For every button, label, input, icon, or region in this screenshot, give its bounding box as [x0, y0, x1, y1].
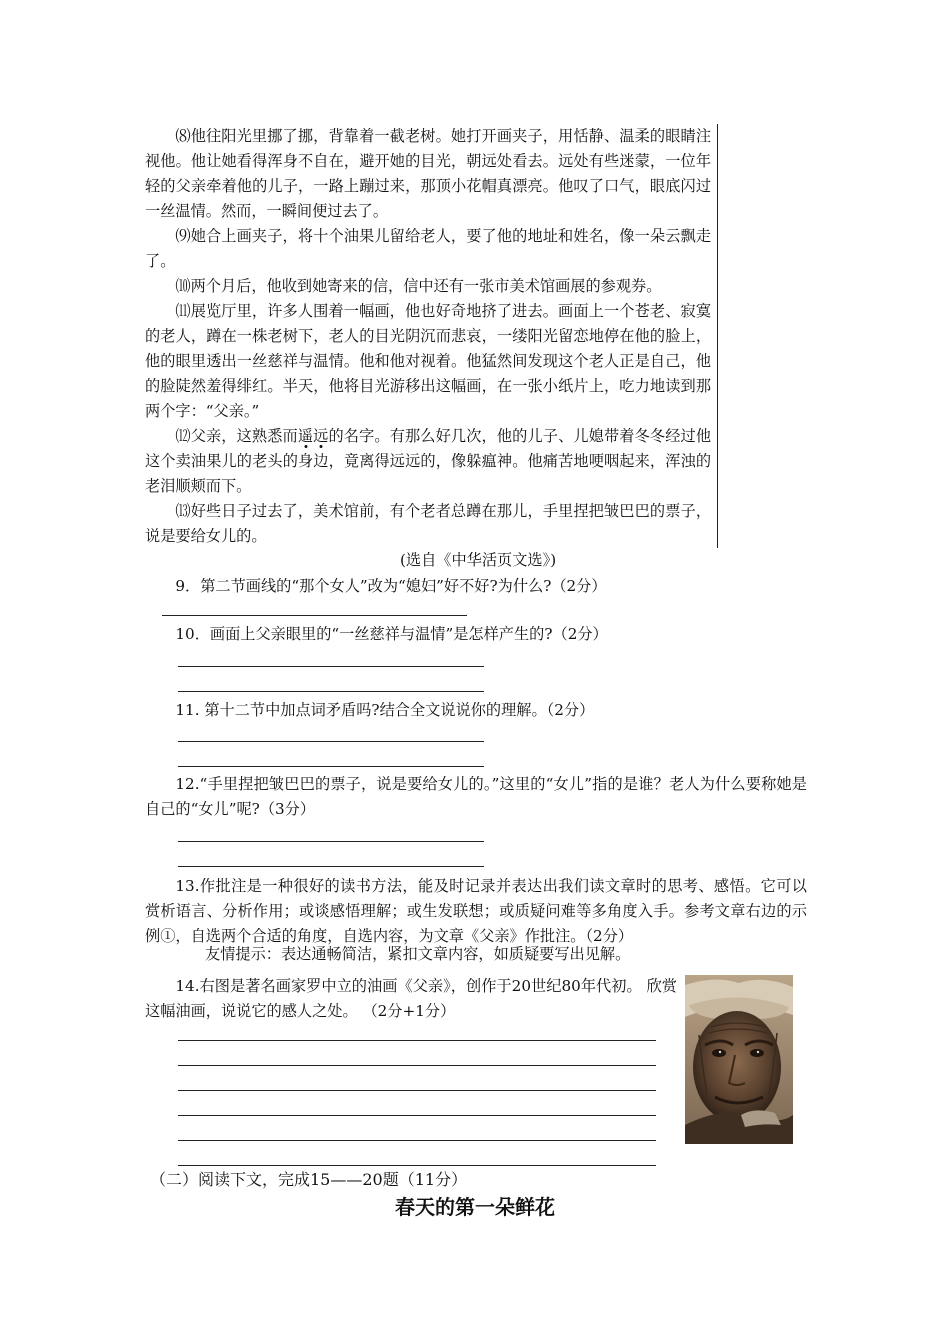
question-11: 11. 第十二节中加点词矛盾吗?结合全文说说你的理解。（2分） [175, 701, 595, 719]
answer-line-12a[interactable] [178, 841, 484, 842]
question-14: 14.右图是著名画家罗中立的油画《父亲》，创作于20世纪80年代初。 欣赏这幅油画，说说它的感人之处。 （2分+1分） [145, 977, 677, 1020]
paragraph-12 [145, 424, 711, 499]
paragraph-13: ⒀好些日子过去了，美术馆前，有个老者总蹲在那儿，手里捏把皱巴巴的票子，说是要给女儿的。 [145, 502, 711, 545]
answer-line-14a[interactable] [178, 1040, 656, 1041]
source-citation: (选自《中华活页文选》) [400, 551, 557, 569]
answer-line-9[interactable] [162, 615, 467, 616]
dotted-word-1: 遥 [297, 427, 314, 445]
paragraph-11: ⑾展览厅里，许多人围着一幅画，他也好奇地挤了进去。画面上一个苍老、寂寞的老人，蹲在一株老树下，老人的目光阴沉而悲哀，一缕阳光留恋地停在他的脸上，他的眼里透出一丝慈祥与温情。他和他对视着。他猛然间发现这个老人正是自己，他的脸陡然羞得绯红。半天，他将目光游移出这幅画，在一张小纸片上，吃力地读到那两个字：“父亲。” [145, 302, 711, 420]
question-12: 12.“手里捏把皱巴巴的票子，说是要给女儿的。”这里的“女儿”指的是谁？老人为什么要称她是自己的“女儿”呢?（3分） [145, 775, 807, 818]
article-title: 春天的第一朵鲜花 [395, 1195, 555, 1219]
dotted-word-2: 远 [313, 427, 329, 445]
answer-line-14d[interactable] [178, 1115, 656, 1116]
answer-line-11a[interactable] [178, 741, 484, 742]
paragraph-10: ⑽两个月后，他收到她寄来的信，信中还有一张市美术馆画展的参观券。 [175, 277, 662, 295]
question-9: 9．第二节画线的“那个女人”改为“媳妇”好不好?为什么?（2分） [175, 577, 607, 595]
answer-line-10a[interactable] [178, 666, 484, 667]
portrait-painting-icon [685, 975, 793, 1144]
answer-line-14e[interactable] [178, 1140, 656, 1141]
answer-line-14f[interactable] [178, 1165, 656, 1166]
question-10: 10．画面上父亲眼里的“一丝慈祥与温情”是怎样产生的?（2分） [175, 625, 608, 643]
question-13-hint: 友情提示：表达通畅简洁，紧扣文章内容，如质疑要写出见解。 [205, 945, 631, 963]
paragraph-8: ⑻他往阳光里挪了挪，背靠着一截老树。她打开画夹子，用恬静、温柔的眼睛注视他。他让她看得浑身不自在，避开她的目光，朝远处看去。远处有些迷蒙，一位年轻的父亲牵着他的儿子，一路上蹦过来，那顶小花帽真漂亮。他叹了口气，眼底闪过一丝温情。然而，一瞬间便过去了。 [145, 127, 711, 220]
answer-line-11b[interactable] [178, 766, 484, 767]
answer-line-14b[interactable] [178, 1065, 656, 1066]
question-13: 13.作批注是一种很好的读书方法，能及时记录并表达出我们读文章时的思考、感悟。它可以赏析语言、分析作用；或谈感悟理解；或生发联想；或质疑问难等多角度入手。参考文章右边的示例①，自选两个合适的角度，自选内容，为文章《父亲》作批注。（2分） [145, 877, 807, 945]
paragraph-12-start: ⑿父亲，这熟悉而 [175, 427, 298, 445]
answer-line-14c[interactable] [178, 1090, 656, 1091]
paragraph-9: ⑼她合上画夹子，将十个油果儿留给老人，要了他的地址和姓名，像一朵云飘走了。 [145, 227, 711, 270]
annotation-margin-line [717, 124, 718, 548]
answer-line-12b[interactable] [178, 866, 484, 867]
section-2-heading: （二）阅读下文，完成15——20题（11分） [150, 1170, 468, 1189]
answer-line-10b[interactable] [178, 691, 484, 692]
paragraph-12-end: 的名字。有那么好几次，他的儿子、儿媳带着冬冬经过他这个卖油果儿的老头的身边，竟离得远远的，像躲瘟神。他痛苦地哽咽起来，浑浊的老泪顺颊而下。 [145, 427, 712, 495]
